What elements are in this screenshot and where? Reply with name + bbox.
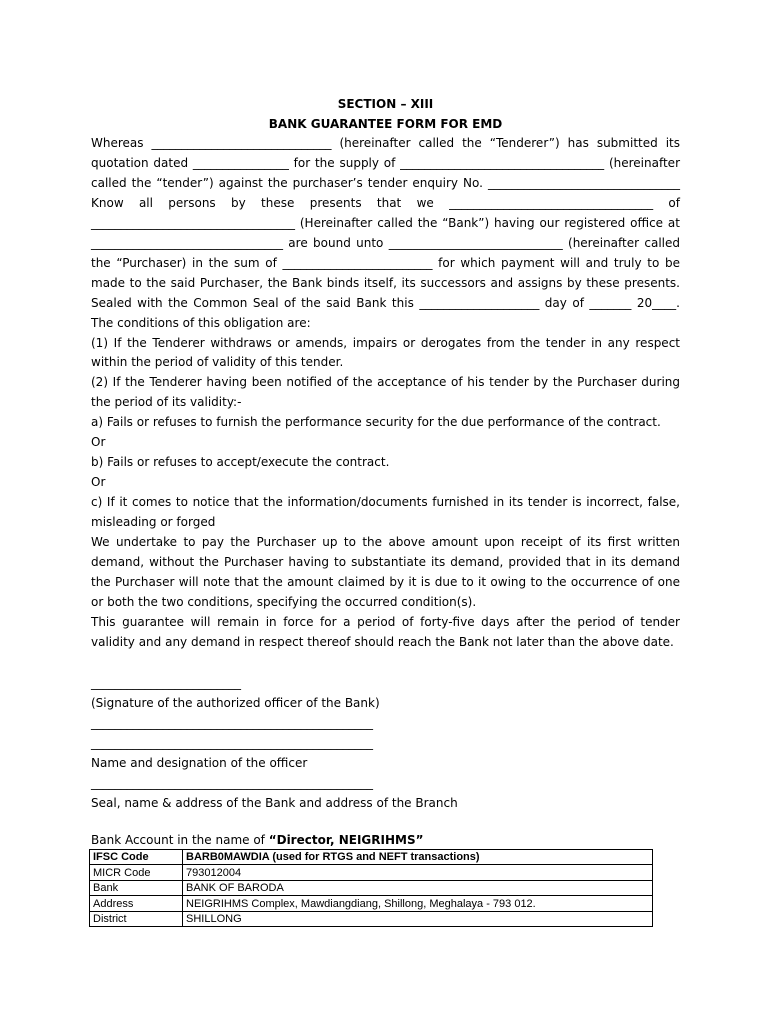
or-separator-2: Or [91,475,106,490]
signature-line: _________________________ [91,675,241,690]
name-line-2: _______________________________________________ [91,735,373,750]
condition-2: (2) If the Tenderer having been notified of the acceptance of his tender by the Purchaser during the period of its validity:- [91,375,680,410]
condition-a: a) Fails or refuses to furnish the performance security for the due performance of the contract. [91,415,661,430]
seal-line: _______________________________________________ [91,775,373,790]
signature-label: (Signature of the authorized officer of the Bank) [91,695,380,710]
validity-paragraph: This guarantee will remain in force for a period of forty-five days after the period of tender validity and any demand in respect thereof should reach the Bank not later than the above date. [91,614,680,649]
row-label: MICR Code [90,865,183,881]
condition-b: b) Fails or refuses to accept/execute the contract. [91,455,390,470]
table-row [90,849,653,865]
table-row [90,865,653,881]
seal-label: Seal, name & address of the Bank and address of the Branch [91,795,458,810]
row-label: Address [90,896,183,912]
signature-block [91,673,680,813]
table-row [90,880,653,896]
row-value: BARB0MAWDIA (used for RTGS and NEFT transactions) [183,849,653,865]
section-heading: SECTION – XIII [337,97,434,111]
condition-1: (1) If the Tenderer withdraws or amends, impairs or derogates from the tender in any respect within the period of validity of this tender. [91,335,680,370]
table-row [90,911,653,927]
form-title: BANK GUARANTEE FORM FOR EMD [268,117,503,131]
condition-c: c) If it comes to notice that the information/documents furnished in its tender is incorrect, false, misleading or forged [91,495,680,530]
document-page [91,94,680,927]
bank-account-name: “Director, NEIGRIHMS” [268,832,424,847]
bank-account-prefix: Bank Account in the name of [91,832,269,847]
row-label: Bank [90,880,183,896]
row-label: IFSC Code [90,849,183,865]
bank-details-table [89,849,653,928]
name-line-1: _______________________________________________ [91,715,373,730]
row-label: District [90,911,183,927]
guarantee-body [91,134,680,653]
opening-paragraph: Whereas ______________________________ (hereinafter called the “Tenderer”) has submitted its quotation dated ________________ for the supply of __________________________________ (hereinafter called the “tender”) against the purchaser’s tender enquiry No. ________________________________ Know all persons by these presents that we __________________________________ of __________________________________ (Hereinafter called the “Bank”) having our registered office at ________________________________ are bound unto _____________________________ (hereinafter called the “Purchaser) in the sum of _________________________ for which payment will and truly to be made to the said Purchaser, the Bank binds itself, its successors and assigns by these presents. Sealed with the Common Seal of the said Bank this ____________________ day of _______ 20____. The conditions of this obligation are: [91,136,680,330]
bank-account-heading [91,831,680,849]
undertaking-paragraph: We undertake to pay the Purchaser up to the above amount upon receipt of its first written demand, without the Purchaser having to substantiate its demand, provided that in its demand the Purchaser will note that the amount claimed by it is due to it owing to the occurrence of one or both the two conditions, specifying the occurred condition(s). [91,535,680,609]
name-designation-label: Name and designation of the officer [91,755,308,770]
row-value: BANK OF BARODA [183,880,653,896]
row-value: SHILLONG [183,911,653,927]
table-row [90,896,653,912]
row-value: NEIGRIHMS Complex, Mawdiangdiang, Shillong, Meghalaya - 793 012. [183,896,653,912]
or-separator-1: Or [91,435,106,450]
row-value: 793012004 [183,865,653,881]
